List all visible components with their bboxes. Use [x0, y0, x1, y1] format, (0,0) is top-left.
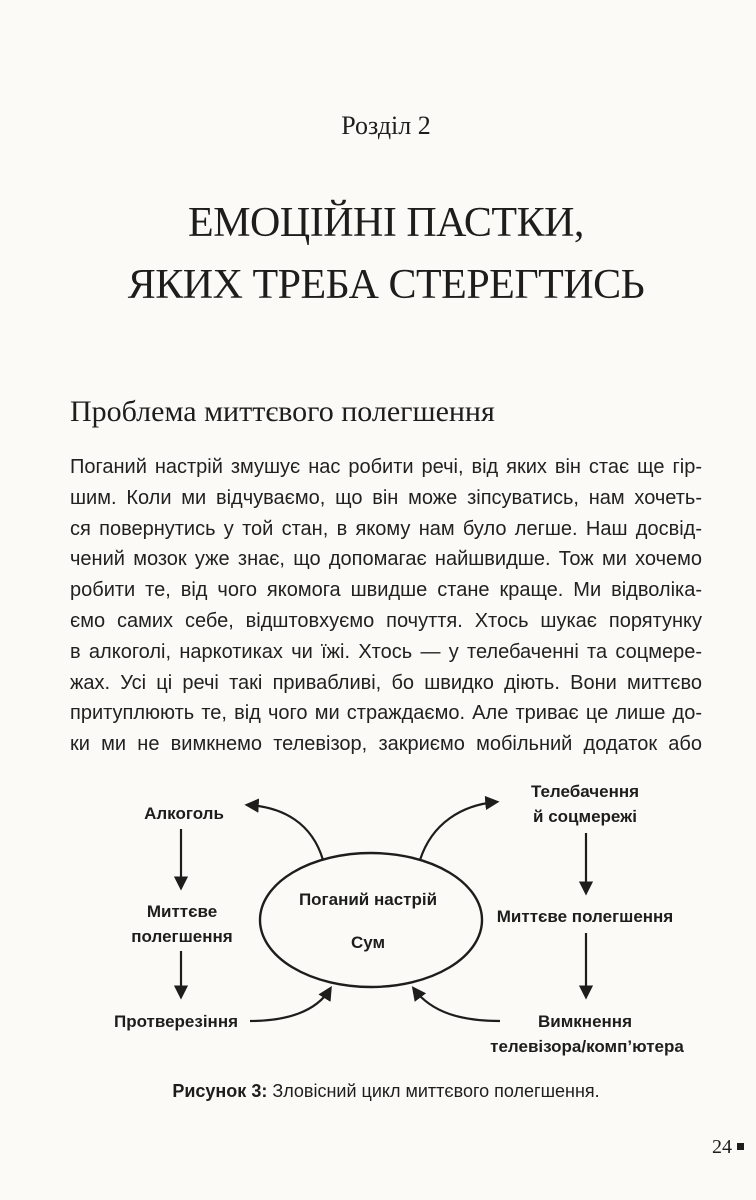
body-line: Поганий настрій змушує нас робити речі, від яких він стає ще гір- — [70, 456, 702, 478]
chapter-title-line1: ЕМОЦІЙНІ ПАСТКИ, — [188, 200, 584, 246]
figure-caption-text: Зловісний цикл миттєвого полегшення. — [267, 1081, 600, 1101]
page-number — [712, 1134, 744, 1160]
arrow-switchoff-to-mood — [414, 989, 500, 1021]
label-tv-social-line1: Телебачення — [530, 782, 640, 801]
cycle-diagram — [0, 775, 756, 1075]
arrow-mood-to-alcohol — [248, 805, 323, 860]
body-line: ємо самих себе, відштовхуємо почуття. Хтось шукає порятунку — [70, 609, 702, 632]
page-number-square-icon — [737, 1143, 744, 1150]
figure-caption-label: Рисунок 3: — [172, 1081, 268, 1101]
chapter-kicker: Розділ 2 — [341, 111, 431, 140]
label-sobering-up: Протверезіння — [113, 1012, 239, 1031]
body-line: жах. Усі ці речі такі привабливі, бо швидко діють. Вони миттєво — [70, 671, 702, 694]
label-instant-relief-left-line2: полегшення — [131, 927, 233, 946]
section-heading: Проблема миттєвого полегшення — [70, 395, 495, 428]
ellipse-label-bad-mood: Поганий настрій — [298, 890, 438, 909]
ellipse-label-sadness: Сум — [350, 933, 386, 952]
label-switch-off-line1: Вимкнення — [538, 1012, 632, 1031]
chapter-title-line2: ЯКИХ ТРЕБА СТЕРЕГТИСЬ — [127, 262, 645, 308]
arrow-sobering-to-mood — [250, 989, 330, 1021]
figure-caption — [70, 1078, 702, 1104]
label-instant-relief-left-line1: Миттєве — [146, 902, 218, 921]
body-line: в алкоголі, наркотиках чи їжі. Хтось — у телебаченні та соцмере- — [70, 640, 702, 663]
page-number-value: 24 — [712, 1136, 732, 1158]
body-line: робити те, від чого якомога швидше стане краще. Ми відволіка- — [70, 579, 702, 602]
label-tv-social-line2: й соцмережі — [533, 807, 637, 826]
label-instant-relief-right: Миттєве полегшення — [496, 907, 674, 926]
label-alcohol: Алкоголь — [144, 804, 224, 823]
body-line: шим. Коли ми відчуваємо, що він може зіпсуватись, нам хочеть- — [70, 486, 702, 509]
body-line: чений мозок уже знає, що допомагає найшвидше. Тож ми хочемо — [70, 548, 702, 571]
body-line: ся повернутись у той стан, в якому нам було легше. Наш досвід- — [70, 517, 702, 540]
body-paragraph — [70, 452, 702, 760]
chapter-title — [40, 192, 732, 316]
arrow-mood-to-tv — [420, 802, 496, 860]
mood-ellipse — [260, 853, 482, 987]
label-switch-off-line2: телевізора/комп’ютера — [490, 1037, 684, 1056]
body-line: притуплюють те, від чого ми страждаємо. Але триває це лише до- — [70, 702, 702, 725]
body-line: ки ми не вимкнемо телевізор, закриємо мобільний додаток або — [70, 733, 702, 756]
